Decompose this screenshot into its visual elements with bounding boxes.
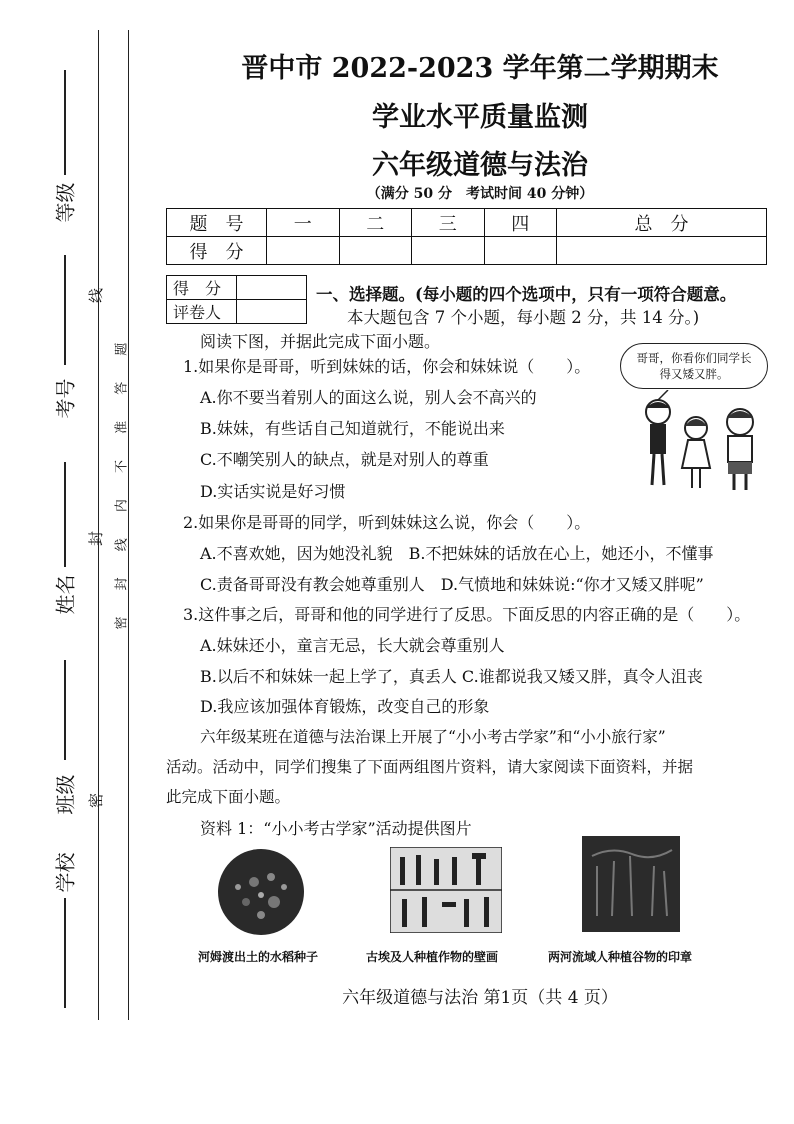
question-1: 1.如果你是哥哥，听到妹妹的话，你会和妹妹说（ ）。 — [183, 357, 591, 376]
name-label: 姓名 — [53, 574, 78, 615]
exam-no-underline — [64, 255, 66, 365]
score-input-cell[interactable] — [484, 237, 557, 265]
school-underline — [64, 898, 66, 1008]
q3-option-d: D.我应该加强体育锻炼，改变自己的形象 — [200, 697, 490, 716]
q3-options-bc: B.以后不和妹妹一起上学了，真丢人 C.谁都说我又矮又胖，真令人沮丧 — [200, 667, 703, 686]
binding-line-outer — [98, 30, 99, 1020]
subject-title: 六年级道德与法治 — [372, 150, 588, 181]
grader-table — [166, 275, 307, 324]
grader-score-cell[interactable] — [237, 276, 307, 300]
exam-info: （满分 50 分 考试时间 40 分钟） — [366, 186, 594, 202]
score-cell: 题 号 — [167, 209, 267, 237]
q1-option-b: B.妹妹，有些话自己知道就行，不能说出来 — [200, 419, 505, 438]
rice-seeds-image — [216, 847, 306, 937]
caption-rice-seeds: 河姆渡出土的水稻种子 — [198, 950, 319, 964]
grader-label: 评卷人 — [167, 300, 237, 324]
q1-option-d: D.实话实说是好习惯 — [200, 482, 346, 501]
exam-no-label: 考号 — [53, 378, 78, 419]
score-input-cell[interactable] — [557, 237, 767, 265]
q2-options-ab: A.不喜欢她，因为她没礼貌 B.不把妹妹的话放在心上，她还小，不懂事 — [200, 544, 714, 563]
score-cell: 总 分 — [557, 209, 767, 237]
name-underline — [64, 462, 66, 567]
score-cell: 二 — [339, 209, 412, 237]
seal-char: 封 — [87, 530, 106, 547]
grader-score-label: 得 分 — [167, 276, 237, 300]
score-input-cell[interactable] — [412, 237, 485, 265]
line-char: 线 — [87, 287, 106, 304]
q3-option-a: A.妹妹还小，童言无忌，长大就会尊重别人 — [200, 636, 505, 655]
score-table — [166, 208, 767, 265]
school-label: 学校 — [53, 852, 78, 893]
section-heading: 一、选择题。(每小题的四个选项中，只有一项符合题意。 — [316, 285, 737, 304]
egyptian-mural-image — [390, 847, 502, 933]
question-3: 3.这件事之后，哥哥和他的同学进行了反思。下面反思的内容正确的是（ ）。 — [183, 605, 751, 624]
binding-warning: 密 封 线 内 不 准 答 题 — [114, 331, 130, 630]
q1-option-a: A.你不要当着别人的面这么说，别人会不高兴的 — [200, 388, 537, 407]
score-input-cell[interactable] — [267, 237, 340, 265]
score-cell: 一 — [267, 209, 340, 237]
q1-option-c: C.不嘲笑别人的缺点，就是对别人的尊重 — [200, 450, 489, 469]
page-footer: 六年级道德与法治 第1页（共 4 页） — [342, 988, 618, 1008]
activity-paragraph-3: 此完成下面小题。 — [166, 788, 291, 806]
score-cell: 三 — [412, 209, 485, 237]
class-underline — [64, 660, 66, 760]
speech-bubble: 哥哥，你看你们同学长得又矮又胖。 — [620, 343, 768, 389]
class-label: 班级 — [53, 774, 78, 815]
exam-subtitle: 学业水平质量监测 — [372, 102, 588, 133]
secret-char: 密 — [87, 792, 106, 809]
grade-label: 等级 — [53, 182, 78, 223]
caption-egyptian-mural: 古埃及人种植作物的壁画 — [366, 950, 499, 964]
activity-paragraph-2: 活动。活动中，同学们搜集了下面两组图片资料，请大家阅读下面资料，并据 — [166, 758, 694, 776]
q2-options-cd: C.责备哥哥没有教会她尊重别人 D.气愤地和妹妹说:“你才又矮又胖呢” — [200, 575, 704, 594]
score-table-score-row — [167, 237, 767, 265]
score-cell: 得 分 — [167, 237, 267, 265]
question-2: 2.如果你是哥哥的同学，听到妹妹这么说，你会（ ）。 — [183, 513, 591, 532]
score-cell: 四 — [484, 209, 557, 237]
activity-paragraph-1: 六年级某班在道德与法治课上开展了“小小考古学家”和“小小旅行家” — [200, 728, 666, 746]
mesopotamian-seal-image — [582, 836, 680, 932]
caption-mesopotamian-seal: 两河流域人种植谷物的印章 — [548, 950, 693, 964]
section-heading-2: 本大题包含 7 个小题，每小题 2 分，共 14 分。) — [347, 308, 700, 327]
score-table-header-row — [167, 209, 767, 237]
grade-underline — [64, 70, 66, 175]
grader-cell[interactable] — [237, 300, 307, 324]
material-1-label: 资料 1：“小小考古学家”活动提供图片 — [200, 819, 472, 838]
score-input-cell[interactable] — [339, 237, 412, 265]
children-illustration — [628, 390, 788, 500]
intro-text: 阅读下图，并据此完成下面小题。 — [200, 332, 441, 351]
exam-title: 晋中市 2022-2023 学年第二学期期末 — [241, 53, 719, 84]
